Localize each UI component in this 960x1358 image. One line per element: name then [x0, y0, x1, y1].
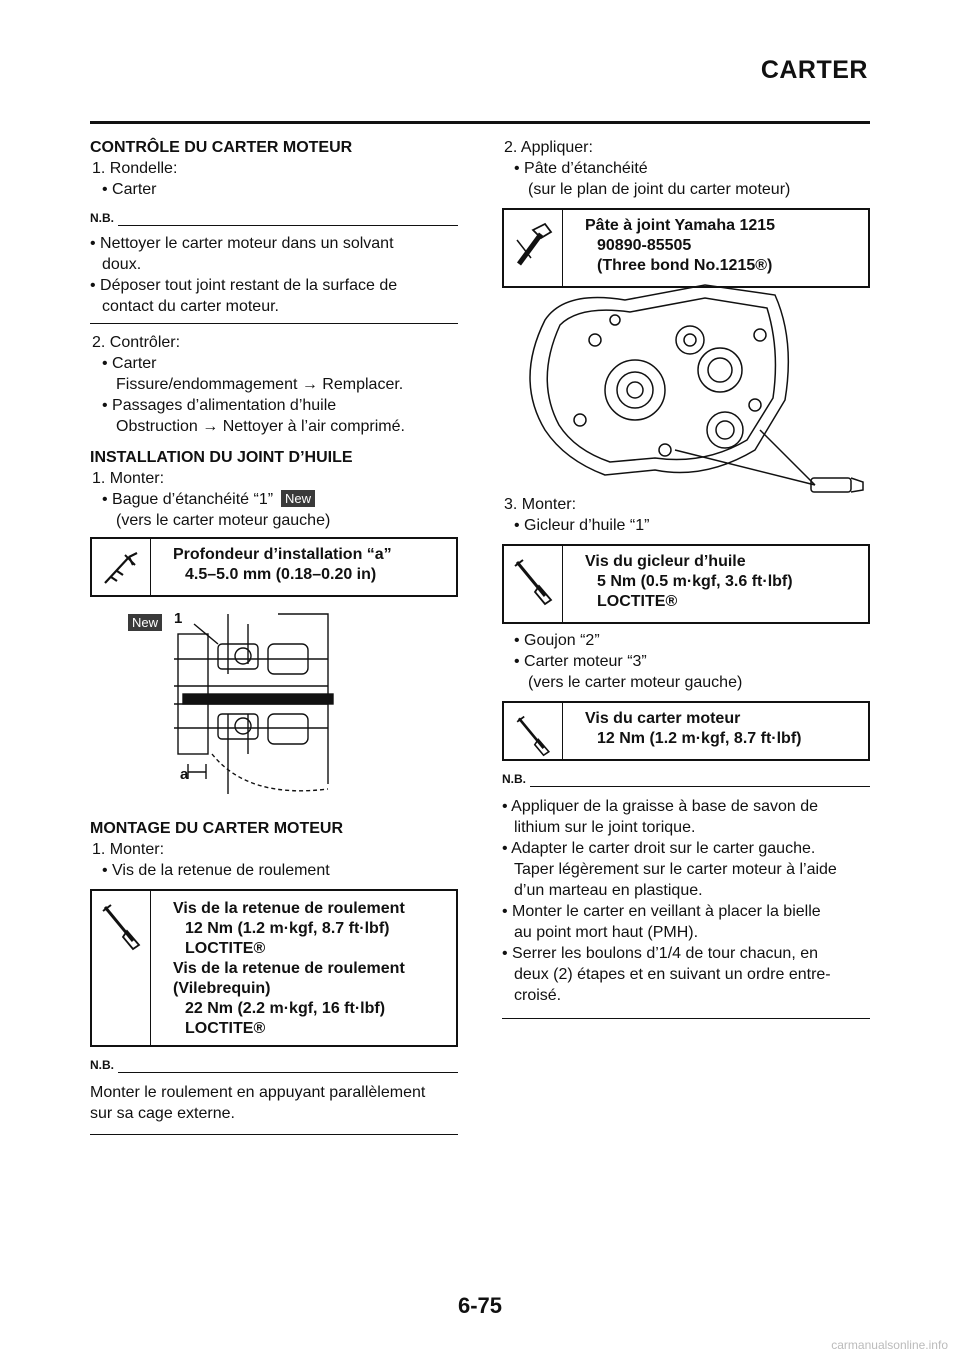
note-label: N.B. [90, 211, 114, 225]
spec-title: Vis de la retenue de roulement [173, 960, 405, 977]
step-text: 2. Appliquer: [504, 139, 593, 156]
step-text: • Carter moteur “3” [514, 653, 647, 670]
note-text: Taper légèrement sur le carter moteur à l’aide [514, 861, 837, 878]
step-text: 1. Rondelle: [92, 160, 178, 177]
page-number: 6-75 [457, 1293, 503, 1318]
note-text: croisé. [514, 987, 562, 1004]
step-text: 2. Contrôler: [92, 334, 181, 351]
spec-value: 4.5–5.0 mm (0.18–0.20 in) [185, 566, 377, 583]
step-text: 1. Monter: [92, 470, 165, 487]
spec-value: 5 Nm (0.5 m·kgf, 3.6 ft·lbf) [597, 573, 793, 590]
spec-title: Vis du gicleur d’huile [585, 553, 746, 570]
note-text: • Appliquer de la graisse à base de savon de [502, 798, 819, 815]
spec-value: 12 Nm (1.2 m·kgf, 8.7 ft·lbf) [597, 730, 802, 747]
left-column-lower [90, 818, 458, 1135]
spec-title: Vis du carter moteur [585, 710, 741, 727]
note-block [502, 790, 870, 1019]
spec-value: (Three bond No.1215®) [597, 257, 773, 274]
note-text: d’un marteau en plastique. [514, 882, 703, 899]
crankcase-figure [505, 280, 875, 495]
left-column [90, 136, 458, 597]
spec-title: Pâte à joint Yamaha 1215 [585, 217, 776, 234]
note-text: • Serrer les boulons d’1/4 de tour chacun, en [502, 945, 819, 962]
right-column-lower [502, 494, 870, 1019]
step-text: • Vis de la retenue de roulement [102, 862, 330, 879]
spec-value: 12 Nm (1.2 m·kgf, 8.7 ft·lbf) [185, 920, 390, 937]
step-text: • Goujon “2” [514, 632, 600, 649]
spec-value: 22 Nm (2.2 m·kgf, 16 ft·lbf) [185, 1000, 386, 1017]
page-title: CARTER [760, 56, 868, 84]
note-header [90, 1055, 458, 1076]
spec-box [90, 889, 458, 1047]
step-text: • Gicleur d’huile “1” [514, 517, 650, 534]
note-text: doux. [102, 256, 142, 273]
figure-label-1: 1 [174, 610, 183, 627]
section-heading: CONTRÔLE DU CARTER MOTEUR [90, 139, 353, 156]
step-text: (vers le carter moteur gauche) [116, 512, 331, 529]
note-text: lithium sur le joint torique. [514, 819, 696, 836]
step-text: • Passages d’alimentation d’huile [102, 397, 337, 414]
oil-seal-figure [128, 604, 338, 804]
spec-box [502, 208, 870, 288]
note-label: N.B. [90, 1058, 114, 1072]
note-text: au point mort haut (PMH). [514, 924, 699, 941]
header-rule [90, 121, 870, 124]
step-text: • Pâte d’étanchéité [514, 160, 648, 177]
spec-title: Vis de la retenue de roulement [173, 900, 405, 917]
torque-wrench-icon [92, 891, 151, 1045]
step-text: Fissure/endommagement → Remplacer. [116, 376, 404, 393]
note-text: Monter le roulement en appuyant parallèlement [90, 1084, 426, 1101]
step-text: (sur le plan de joint du carter moteur) [528, 181, 791, 198]
step-text: Obstruction → Nettoyer à l’air comprimé. [116, 418, 405, 435]
note-header [90, 208, 458, 229]
caliper-icon [92, 539, 151, 595]
spec-box [502, 544, 870, 624]
torque-wrench-icon [504, 703, 563, 759]
torque-wrench-icon [504, 546, 563, 622]
step-text: • Carter [102, 181, 157, 198]
note-text: deux (2) étapes et en suivant un ordre entre- [514, 966, 831, 983]
note-block [90, 229, 458, 324]
spec-box [90, 537, 458, 597]
note-text: • Déposer tout joint restant de la surface de [90, 277, 398, 294]
note-label: N.B. [502, 772, 526, 786]
watermark: carmanualsonline.info [831, 1338, 948, 1352]
spec-value: LOCTITE® [185, 1020, 266, 1037]
step-text: • Bague d’étanchéité “1” New [90, 489, 458, 510]
note-text: • Adapter le carter droit sur le carter gauche. [502, 840, 816, 857]
note-header [502, 769, 870, 790]
section-heading: INSTALLATION DU JOINT D’HUILE [90, 449, 353, 466]
note-text: • Monter le carter en veillant à placer la bielle [502, 903, 821, 920]
step-text: 3. Monter: [504, 496, 577, 513]
note-text: sur sa cage externe. [90, 1105, 235, 1122]
step-text: (vers le carter moteur gauche) [528, 674, 743, 691]
spec-title: (Vilebrequin) [173, 980, 271, 997]
spec-value: 90890-85505 [597, 237, 692, 254]
step-text: 1. Monter: [92, 841, 165, 858]
note-text: contact du carter moteur. [102, 298, 279, 315]
note-text: • Nettoyer le carter moteur dans un solvant [90, 235, 394, 252]
spec-value: LOCTITE® [185, 940, 266, 957]
step-text: • Carter [102, 355, 157, 372]
right-column [502, 136, 870, 288]
section-heading: MONTAGE DU CARTER MOTEUR [90, 820, 344, 837]
spec-box [502, 701, 870, 761]
sealant-tool-icon [504, 210, 563, 286]
new-badge: New [281, 490, 315, 507]
figure-label-a: a [180, 766, 189, 783]
note-block [90, 1076, 458, 1135]
spec-title: Profondeur d’installation “a” [173, 546, 392, 563]
new-badge: New [128, 614, 162, 631]
spec-value: LOCTITE® [597, 593, 678, 610]
